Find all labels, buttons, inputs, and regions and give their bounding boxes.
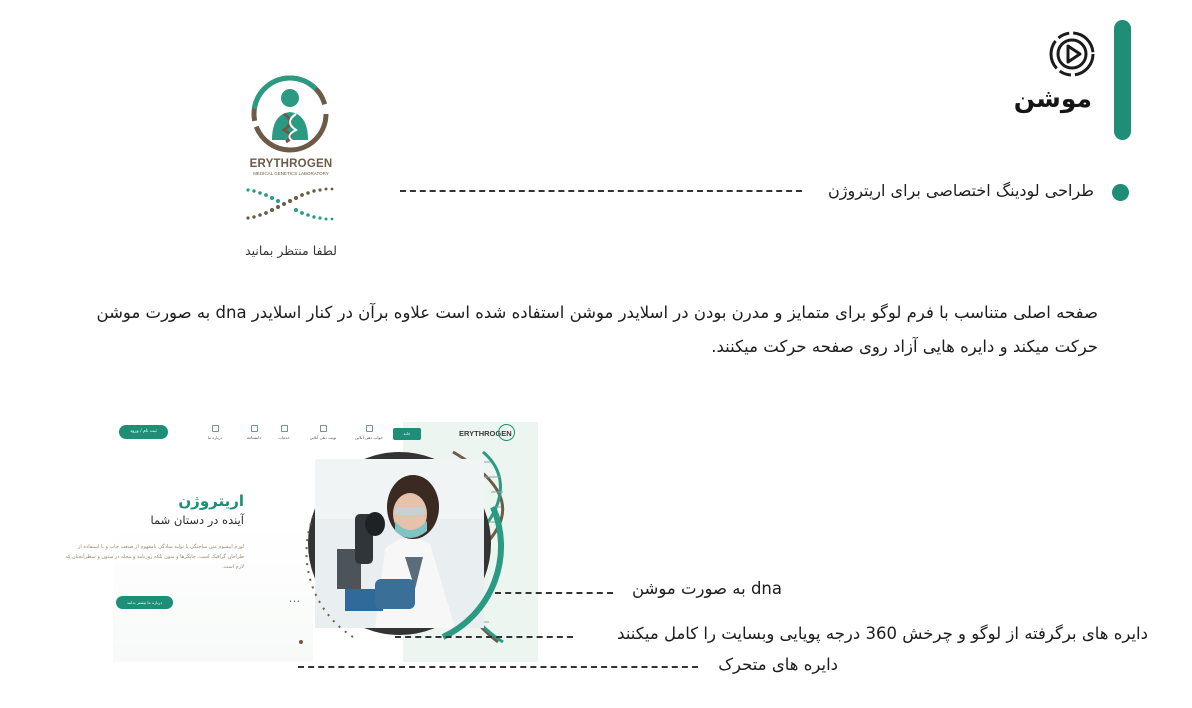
info-icon (212, 425, 219, 432)
bullet-dot (1112, 184, 1129, 201)
hero-more-button[interactable]: درباره ما بیشتر بدانید (116, 596, 173, 609)
decorative-circles (293, 437, 508, 652)
annotation-moving-circles: دایره های متحرک (718, 655, 838, 674)
section-title: موشن (1013, 84, 1092, 113)
annotation-circles-logo: دایره های برگرفته از لوگو و چرخش 360 درجه پویایی وبسایت را کامل میکنند (617, 624, 1148, 643)
nav-label: درباره ما (207, 435, 223, 440)
bullet-leader-line (400, 190, 802, 192)
dna-dots-loader (244, 184, 338, 224)
site-brand: ERYTHROGEN (459, 429, 512, 438)
logo-subtitle: MEDICAL GENETICS LABORATORY (253, 171, 329, 176)
nav-label: جواب دهی آنلاین (355, 435, 383, 440)
login-button[interactable]: ثبت نام / ورود (119, 425, 168, 439)
bullet-text: طراحی لودینگ اختصاصی برای اریتروژن (827, 181, 1094, 200)
nav-label: خدمات (278, 435, 290, 440)
accent-bar (1114, 20, 1131, 140)
hero-subtitle: آینده در دستان شما (150, 513, 244, 527)
nav-item-services[interactable] (273, 425, 295, 440)
website-mockup (65, 422, 538, 662)
nav-item-home[interactable]: خانه (393, 428, 421, 440)
slider-dots[interactable]: ••• (289, 599, 301, 605)
nav-item-encyclopedia[interactable] (241, 425, 267, 440)
erythrogen-logo-icon (250, 74, 330, 154)
annotation-moving-circles-line (298, 666, 698, 668)
book-icon (251, 425, 258, 432)
annotation-dna-line (495, 592, 613, 594)
nav-label: دانشنامه (246, 435, 262, 440)
hero-title: اریتروژن (178, 492, 244, 510)
calendar-icon (320, 425, 327, 432)
chat-icon (366, 425, 373, 432)
hero-body: لورم ایپسوم متن ساختگی با تولید سادگی نامفهوم از صنعت چاپ و با استفاده از طراحان گرافیک است. چاپگرها و متون بلکه روزنامه و مجله در ستون و سطرآنچنان که لازم است. (65, 544, 244, 570)
nav-item-about[interactable] (203, 425, 227, 440)
description-paragraph: صفحه اصلی متناسب با فرم لوگو برای متمایز و مدرن بودن در اسلایدر موشن استفاده شده است علاوه برآن در کنار اسلایدر dna به صورت موشن حرکت میکند و دایره هایی آزاد روی صفحه حرکت میکنند. (96, 303, 1098, 356)
logo-name: ERYTHROGEN (249, 158, 333, 170)
motion-play-icon (1048, 30, 1096, 78)
grid-icon (281, 425, 288, 432)
annotation-circles-logo-line (395, 636, 573, 638)
loading-wait-text: لطفا منتظر بمانید (245, 243, 337, 258)
nav-label: نوبت دهی آنلاین (309, 435, 337, 440)
annotation-dna: dna به صورت موشن (631, 579, 782, 598)
